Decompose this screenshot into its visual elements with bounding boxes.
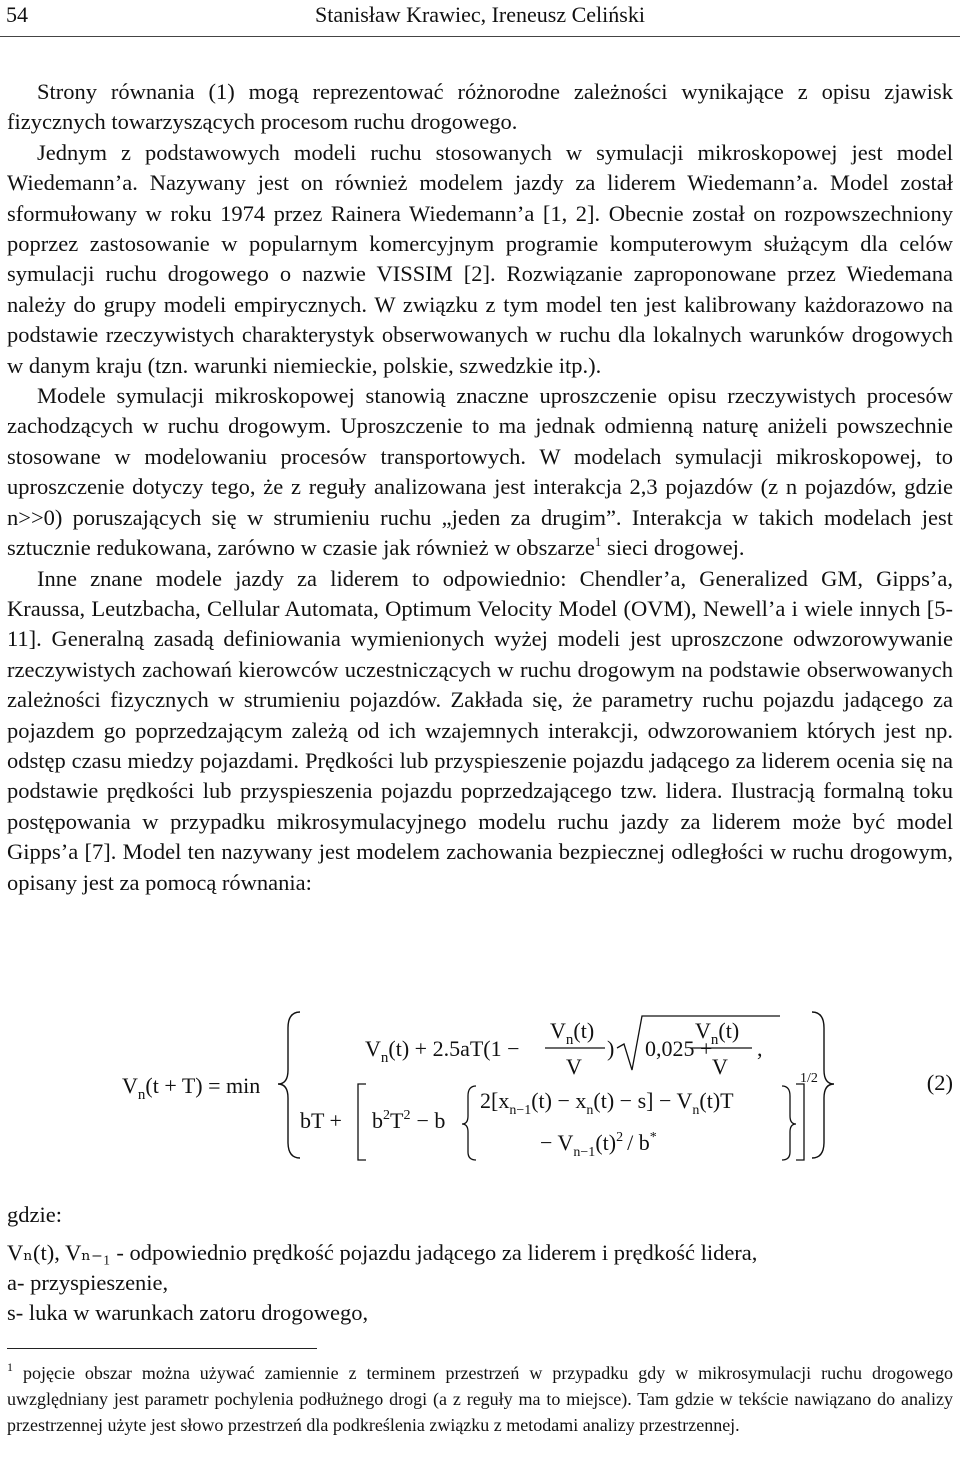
- eq-row2-bt: bT +: [300, 1108, 342, 1133]
- footnote-mark: 1: [7, 1360, 13, 1374]
- where-item: [7, 1268, 953, 1298]
- where-section: [7, 1200, 953, 1328]
- equation-svg: [0, 1000, 960, 1170]
- where-item: [7, 1298, 953, 1328]
- where-item: [7, 1238, 953, 1268]
- where-symbol: Vₙ(t), Vₙ₋₁: [7, 1240, 111, 1265]
- footnote-rule: [7, 1348, 317, 1349]
- paragraph-3-text-b: sieci drogowej.: [601, 535, 745, 561]
- eq-frac1-den: V: [566, 1054, 582, 1079]
- eq-frac1-num: $V_n(t)$: [550, 1018, 595, 1048]
- running-header: [0, 0, 960, 37]
- paragraph-4: Inne znane modele jazdy za liderem to odpowiednio: Chendler’a, Generalized GM, Gipps’a, Kraussa, Leutzbacha, Cellular Automata, Optimum Velocity Model (OVM), Newell’a i wiele innych [5-11]. Generalną zasadą definiowania wymienionych wyżej modeli jest uproszczone odwzorowywanie rzeczywistych zachowań kierowców uczestniczących w ruchu drogowym na podstawie obserwowanych zależności fizycznych w strumieniu pojazdów. Zakłada się, że parametry ruchu pojazdu jadącego za pojazdem go poprzedzającym zależą od ich wzajemnych interakcji, odwzorowaniem których jest np. odstęp czasu miedzy pojazdami. Prędkości lub przyspieszenie pojazdu jadącego za liderem ocenia się na podstawie prędkości lub przyspieszenia pojazdu poprzedzającego tzw. lidera. Ilustracją formalną toku postępowania w przypadku mikrosymulacyjnego modelu ruchu jazdy za liderem może być model Gipps’a [7]. Model ten nazywany jest modelem zachowania bezpiecznej odległości w ruchu drogowym, opisany jest za pomocą równania:: [7, 565, 953, 895]
- paragraph-1: Strony równania (1) mogą reprezentować różnorodne zależności wynikające z opisu zjawisk fizycznych towarzyszących procesom ruchu drogowego.: [7, 79, 953, 135]
- where-desc: - odpowiednio prędkość pojazdu jadącego za liderem i prędkość lidera,: [110, 1240, 758, 1265]
- page-number: 54: [6, 2, 28, 27]
- footnote-text: pojęcie obszar można używać zamiennie z terminem przestrzeń w przypadku gdy w mikrosymulacji ruchu drogowego uwzględniany jest parametr pochylenia podłużnego drogi (a z reguły ma to miejsce). Tam gdzie w tekście nawiązano do analizy przestrzennej użyte jest słowo przestrzeń dla podkreślenia związku z metodami analizy przestrzennej.: [7, 1363, 953, 1435]
- paragraph-3: [7, 381, 953, 563]
- where-desc: s- luka w warunkach zatoru drogowego,: [7, 1300, 369, 1325]
- inner-brace-right: [782, 1086, 796, 1160]
- equation-2: [0, 1000, 960, 1170]
- eq-frac2-num: $V_n(t)$: [695, 1018, 740, 1048]
- inner-brace: [462, 1086, 476, 1160]
- footnote-reference[interactable]: 1: [594, 534, 602, 550]
- left-brace: [278, 1012, 300, 1158]
- eq-frac2-den: V: [712, 1054, 728, 1079]
- equation-number: (2): [926, 1070, 953, 1095]
- paragraph-3-text-a: Modele symulacji mikroskopowej stanowią znaczne uproszczenie opisu rzeczywistych procesów zachodzących w ruchu drogowym. Uproszczenie to ma jednak odmienną naturę aniżeli powszechnie stosowane w modelowaniu procesów transportowych. W modelach symulacji mikroskopowej, to uproszczenie dotyczy tego, że z reguły analizowana jest interakcja 2,3 pojazdów (z n pojazdów, gdzie n>>0) poruszających się w strumieniu ruchu „jeden za drugim”. Interakcja w takich modelach jest sztucznie redukowana, zarówno w czasie jak również w obszarze: [7, 383, 953, 561]
- eq-row1-close: ): [607, 1036, 615, 1061]
- footnote: [7, 1360, 953, 1438]
- where-label: gdzie:: [7, 1202, 62, 1227]
- eq-row1-start: $V_n(t) + 2.5aT(1$ −: [365, 1036, 520, 1066]
- eq-lhs: $V_n(t + T) = \min$: [122, 1073, 261, 1103]
- left-bracket: [358, 1084, 366, 1160]
- where-desc: a- przyspieszenie,: [7, 1270, 169, 1295]
- body-text: [7, 77, 953, 898]
- header-authors: Stanisław Krawiec, Ireneusz Celiński: [315, 2, 645, 27]
- right-bracket: [796, 1084, 804, 1160]
- eq-row2-b2t2: $b^2T^2 - b$: [372, 1108, 446, 1133]
- eq-row1-comma: ,: [757, 1036, 763, 1061]
- eq-row2-inner: $2[x_{n-1}(t) - x_n(t) - s] - V_n(t)T$: [480, 1088, 734, 1118]
- eq-row3: − $V_{n-1}(t)^2 / b^*$: [540, 1130, 657, 1160]
- eq-outer-exponent: 1/2: [800, 1071, 818, 1086]
- paragraph-2: Jednym z podstawowych modeli ruchu stosowanych w symulacji mikroskopowej jest model Wiedemann’a. Nazywany jest on również modelem jazdy za liderem Wiedemann’a. Model został sformułowany w roku 1974 przez Rainera Wiedemann’a [1, 2]. Obecnie został on rozpowszechniony poprzez zastosowanie w popularnym komercyjnym programie komputerowym służącym dla celów symulacji ruchu drogowego o nazwie VISSIM [2]. Rozwiązanie zaproponowane przez Wiedemana należy do grupy modeli empirycznych. W związku z tym model ten jest kalibrowany każdorazowo na podstawie rzeczywistych charakterystyk obserwowanych w ruchu dla lokalnych warunków drogowych w danym kraju (tzn. warunki niemieckie, polskie, szwedzkie itp.).: [7, 139, 953, 378]
- eq-row1-const: 0,025 +: [645, 1036, 713, 1061]
